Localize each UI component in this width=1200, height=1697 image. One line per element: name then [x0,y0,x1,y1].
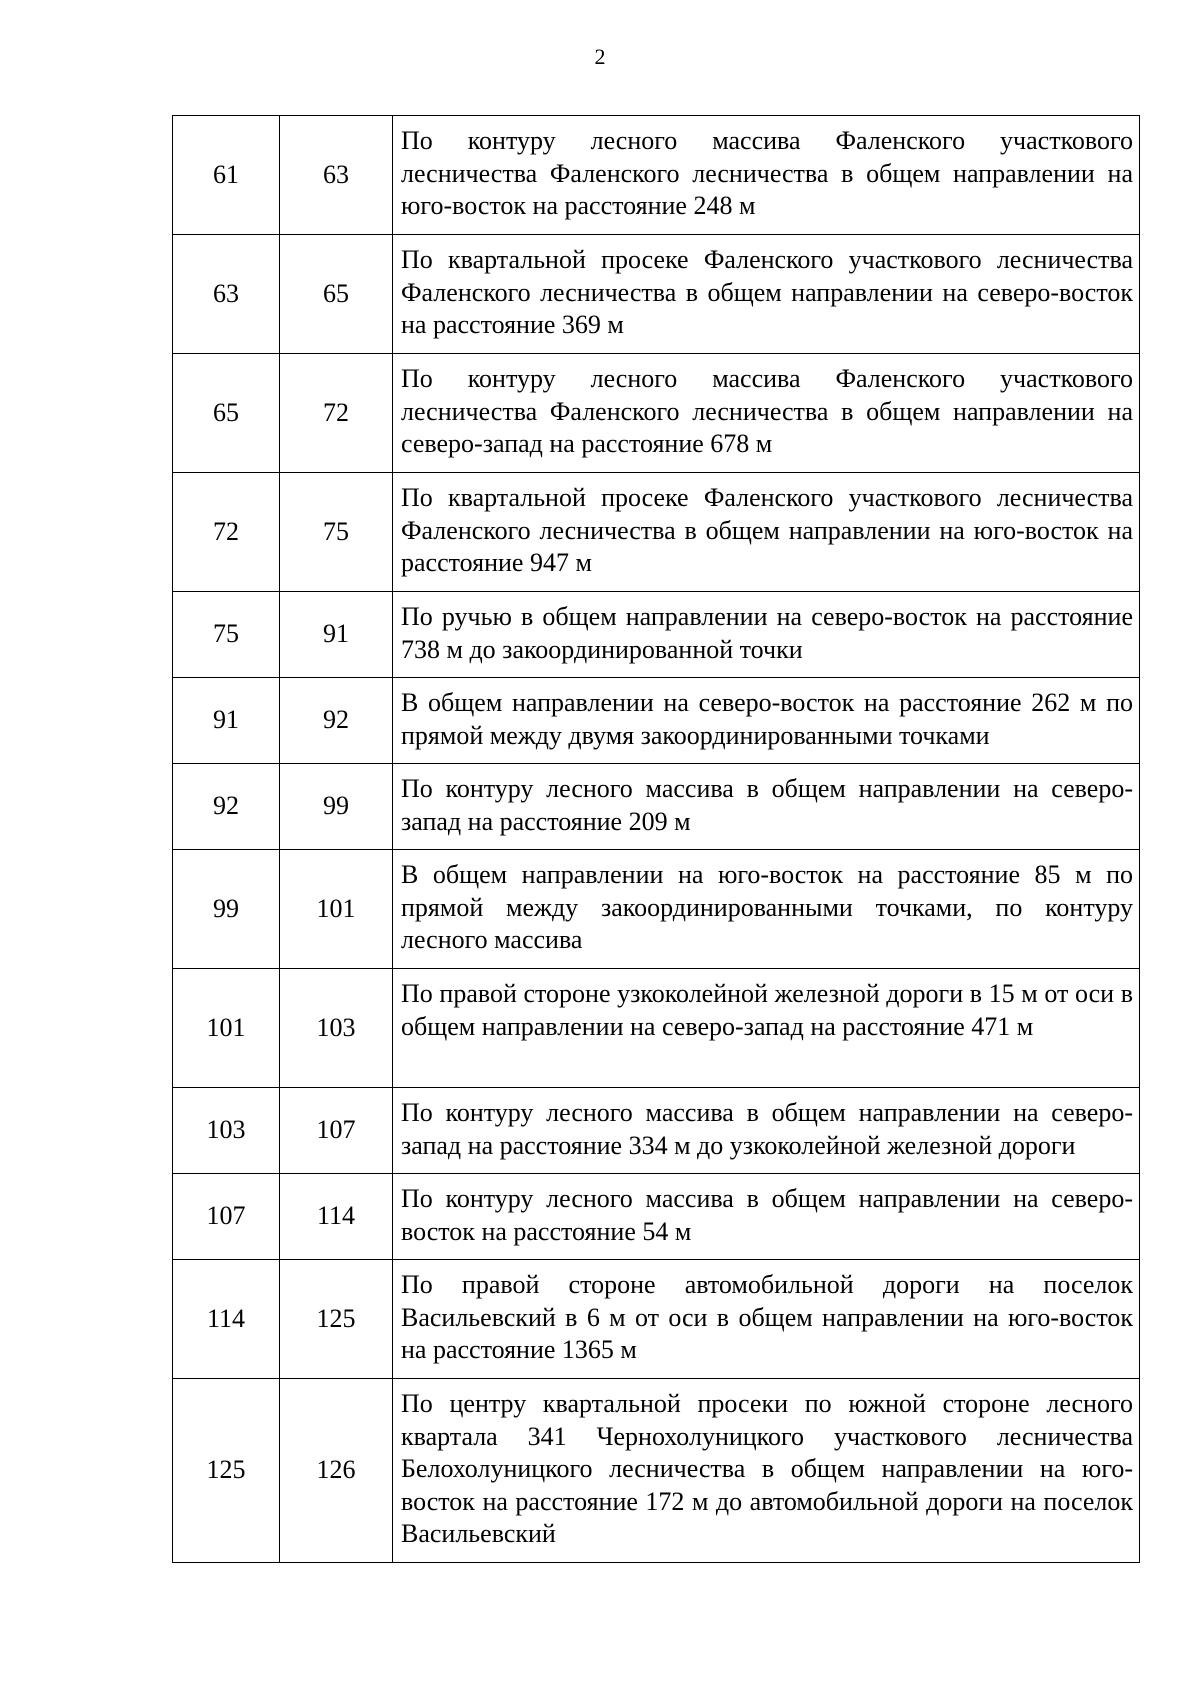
to-point-cell: 65 [280,235,393,354]
from-point-cell: 114 [173,1260,280,1379]
table-row [173,235,1140,354]
from-point-cell: 63 [173,235,280,354]
table-row [173,850,1140,969]
table-row [173,678,1140,764]
to-point-cell: 75 [280,473,393,592]
from-point-cell: 107 [173,1174,280,1260]
description-cell: По квартальной просеке Фаленского участкового лесничества Фаленского лесничества в общем направлении на северо-восток на расстояние 369 м [393,235,1140,354]
description-cell: В общем направлении на северо-восток на расстояние 262 м по прямой между двумя закоординированными точками [393,678,1140,764]
table-row [173,592,1140,678]
from-point-cell: 101 [173,969,280,1088]
description-cell: По контуру лесного массива в общем направлении на северо-запад на расстояние 209 м [393,764,1140,850]
from-point-cell: 72 [173,473,280,592]
description-cell: По контуру лесного массива Фаленского участкового лесничества Фаленского лесничества в общем направлении на юго-восток на расстояние 248 м [393,116,1140,235]
table-row [173,473,1140,592]
table-row [173,1088,1140,1174]
table-row [173,1260,1140,1379]
table-row [173,354,1140,473]
boundary-description-table [172,115,1140,1563]
table-row [173,764,1140,850]
to-point-cell: 72 [280,354,393,473]
from-point-cell: 65 [173,354,280,473]
table-row [173,1174,1140,1260]
from-point-cell: 103 [173,1088,280,1174]
to-point-cell: 101 [280,850,393,969]
to-point-cell: 126 [280,1379,393,1563]
to-point-cell: 114 [280,1174,393,1260]
page-number: 2 [594,44,606,69]
to-point-cell: 103 [280,969,393,1088]
description-cell: По центру квартальной просеки по южной стороне лесного квартала 341 Чернохолуницкого участкового лесничества Белохолуницкого лесничества в общем направлении на юго-восток на расстояние 172 м до автомобильной дороги на поселок Васильевский [393,1379,1140,1563]
to-point-cell: 92 [280,678,393,764]
description-cell: По контуру лесного массива Фаленского участкового лесничества Фаленского лесничества в общем направлении на северо-запад на расстояние 678 м [393,354,1140,473]
from-point-cell: 125 [173,1379,280,1563]
to-point-cell: 91 [280,592,393,678]
to-point-cell: 99 [280,764,393,850]
from-point-cell: 99 [173,850,280,969]
to-point-cell: 107 [280,1088,393,1174]
description-cell: По правой стороне автомобильной дороги на поселок Васильевский в 6 м от оси в общем направлении на юго-восток на расстояние 1365 м [393,1260,1140,1379]
from-point-cell: 91 [173,678,280,764]
table-row [173,1379,1140,1563]
description-cell: В общем направлении на юго-восток на расстояние 85 м по прямой между закоординированными точками, по контуру лесного массива [393,850,1140,969]
table-row [173,116,1140,235]
description-cell: По квартальной просеке Фаленского участкового лесничества Фаленского лесничества в общем направлении на юго-восток на расстояние 947 м [393,473,1140,592]
from-point-cell: 75 [173,592,280,678]
table-row [173,969,1140,1088]
description-cell: По контуру лесного массива в общем направлении на северо-восток на расстояние 54 м [393,1174,1140,1260]
from-point-cell: 61 [173,116,280,235]
to-point-cell: 63 [280,116,393,235]
description-cell: По ручью в общем направлении на северо-восток на расстояние 738 м до закоординированной точки [393,592,1140,678]
description-cell: По контуру лесного массива в общем направлении на северо-запад на расстояние 334 м до узкоколейной железной дороги [393,1088,1140,1174]
to-point-cell: 125 [280,1260,393,1379]
description-cell: По правой стороне узкоколейной железной дороги в 15 м от оси в общем направлении на северо-запад на расстояние 471 м [393,969,1140,1088]
from-point-cell: 92 [173,764,280,850]
